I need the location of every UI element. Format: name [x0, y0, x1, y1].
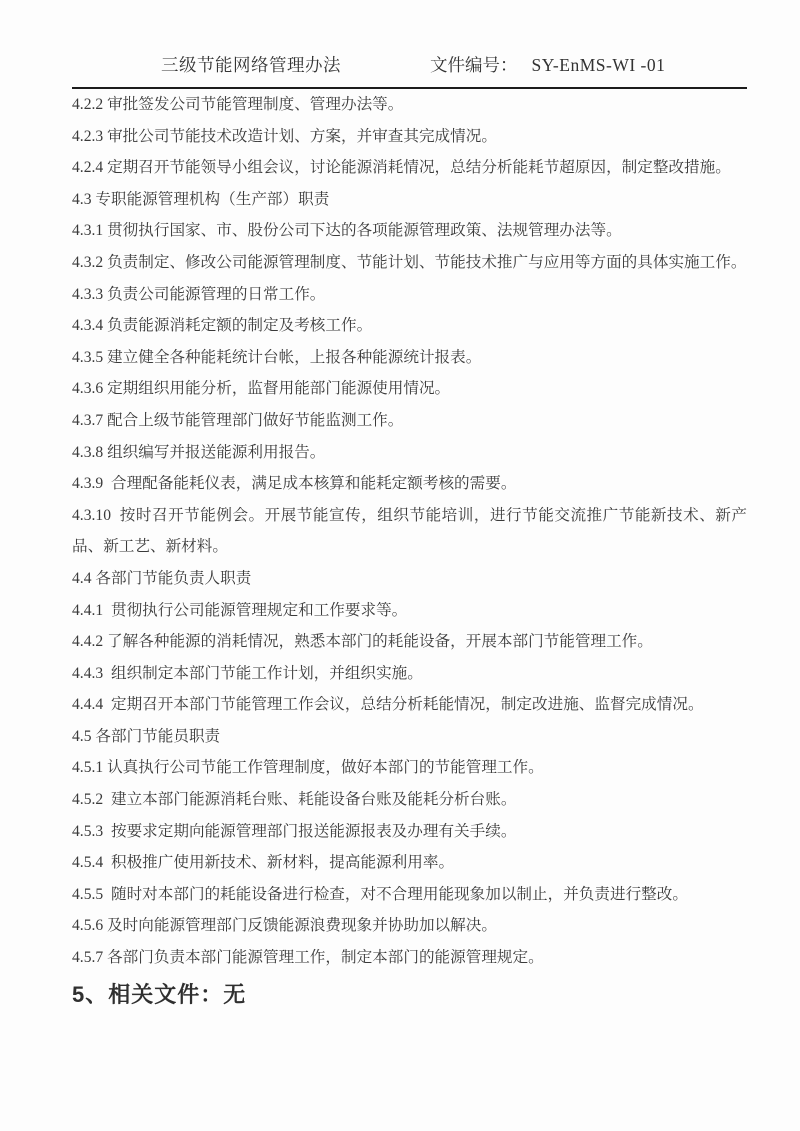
clause-4-5-5: 4.5.5 随时对本部门的耗能设备进行检查，对不合理用能现象加以制止，并负责进行整改。 — [72, 885, 688, 903]
clause-4-2-4: 4.2.4 定期召开节能领导小组会议，讨论能源消耗情况，总结分析能耗节超原因，制定整改措施。 — [72, 159, 731, 177]
clause-4-3-5: 4.3.5 建立健全各种能耗统计台帐，上报各种能源统计报表。 — [72, 348, 482, 366]
clause-4-2-3: 4.2.3 审批公司节能技术改造计划、方案，并审查其完成情况。 — [72, 127, 497, 145]
document-title: 三级节能网络管理办法 — [161, 55, 341, 75]
clause-4-2-2: 4.2.2 审批签发公司节能管理制度、管理办法等。 — [72, 96, 404, 113]
clause-4-4-4: 4.4.4 定期召开本部门节能管理工作会议，总结分析耗能情况，制定改进施、监督完成情况。 — [72, 696, 704, 714]
related-files-heading: 5、相关文件：无 — [72, 981, 247, 1007]
clause-4-5-4: 4.5.4 积极推广使用新技术、新材料，提高能源利用率。 — [72, 854, 455, 872]
page-header — [0, 0, 800, 78]
clause-4-4-1: 4.4.1 贯彻执行公司能源管理规定和工作要求等。 — [72, 601, 408, 619]
section-4-3: 4.3 专职能源管理机构（生产部）职责 — [72, 190, 330, 208]
section-4-5: 4.5 各部门节能员职责 — [72, 727, 221, 745]
clause-4-5-3: 4.5.3 按要求定期向能源管理部门报送能源报表及办理有关手续。 — [72, 822, 517, 840]
document-body — [0, 89, 800, 1010]
doc-number-label: 文件编号： — [430, 55, 518, 75]
clause-4-3-4: 4.3.4 负责能源消耗定额的制定及考核工作。 — [72, 317, 373, 335]
clause-4-3-10: 4.3.10 按时召开节能例会。开展节能宣传，组织节能培训，进行节能交流推广节能新技术、新产品、新工艺、新材料。 — [72, 506, 747, 556]
clause-4-3-8: 4.3.8 组织编写并报送能源利用报告。 — [72, 443, 326, 461]
clause-4-3-3: 4.3.3 负责公司能源管理的日常工作。 — [72, 285, 326, 303]
clause-4-3-7: 4.3.7 配合上级节能管理部门做好节能监测工作。 — [72, 411, 404, 429]
clause-4-3-6: 4.3.6 定期组织用能分析，监督用能部门能源使用情况。 — [72, 380, 451, 398]
clause-4-5-7: 4.5.7 各部门负责本部门能源管理工作，制定本部门的能源管理规定。 — [72, 949, 544, 967]
clause-4-3-1: 4.3.1 贯彻执行国家、市、股份公司下达的各项能源管理政策、法规管理办法等。 — [72, 222, 622, 240]
clause-4-5-2: 4.5.2 建立本部门能源消耗台账、耗能设备台账及能耗分析台账。 — [72, 791, 517, 809]
doc-number — [430, 53, 747, 78]
clause-4-3-2: 4.3.2 负责制定、修改公司能源管理制度、节能计划、节能技术推广与应用等方面的具体实施工作。 — [72, 253, 747, 271]
doc-number-value: SY-EnMS-WI -01 — [531, 55, 666, 75]
clause-4-4-2: 4.4.2 了解各种能源的消耗情况，熟悉本部门的耗能设备，开展本部门节能管理工作。 — [72, 633, 653, 651]
clause-4-4-3: 4.4.3 组织制定本部门节能工作计划，并组织实施。 — [72, 664, 423, 682]
section-4-4: 4.4 各部门节能负责人职责 — [72, 569, 252, 587]
clause-4-3-9: 4.3.9 合理配备能耗仪表，满足成本核算和能耗定额考核的需要。 — [72, 475, 517, 493]
clause-4-5-1: 4.5.1 认真执行公司节能工作管理制度，做好本部门的节能管理工作。 — [72, 759, 544, 777]
clause-4-5-6: 4.5.6 及时向能源管理部门反馈能源浪费现象并协助加以解决。 — [72, 917, 497, 935]
